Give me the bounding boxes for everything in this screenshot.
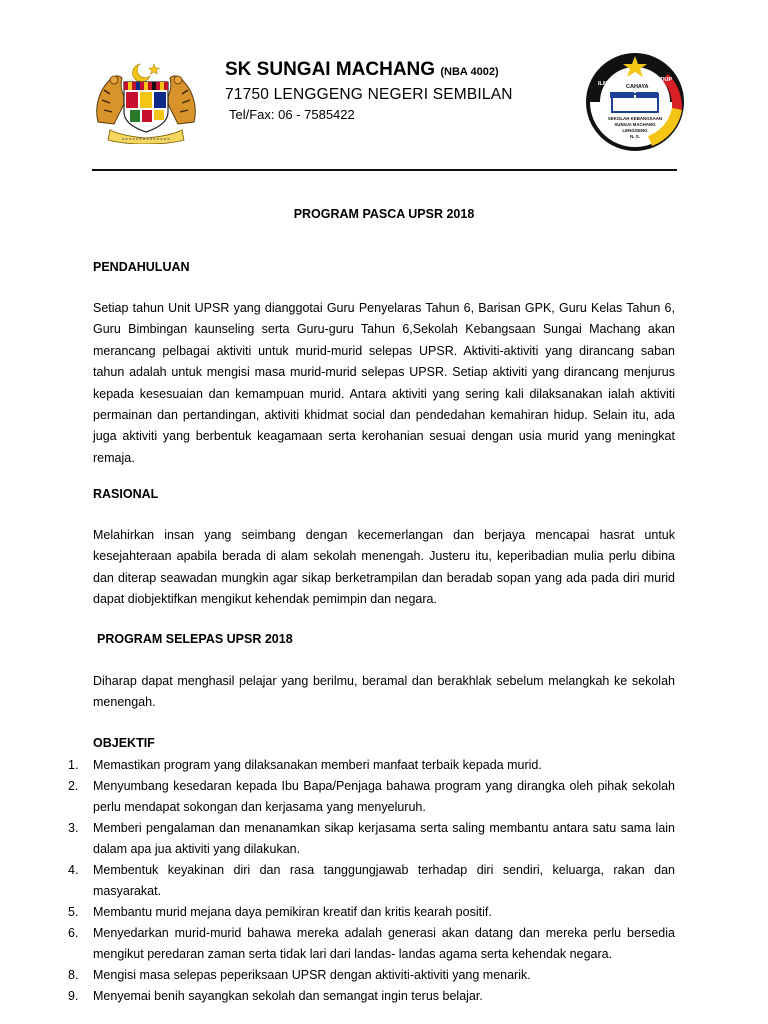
list-item (68, 923, 675, 965)
list-item-text: Memastikan program yang dilaksanakan memberi manfaat terbaik kepada murid. (93, 758, 542, 772)
objectives-list (68, 755, 675, 1007)
list-item-number: 2. (68, 779, 79, 793)
list-item-number: 8. (68, 968, 79, 982)
heading-pendahuluan: PENDAHULUAN (93, 260, 190, 274)
heading-program-selepas-upsr: PROGRAM SELEPAS UPSR 2018 (97, 632, 293, 646)
list-item (68, 902, 675, 923)
school-phone: Tel/Fax: 06 - 7585422 (229, 107, 355, 122)
logo-line-3: LENGGENG (622, 128, 648, 133)
paragraph-program-selepas-upsr: Diharap dapat menghasil pelajar yang berilmu, beramal dan berakhlak sebelum melangkah ke sekolah menengah. (93, 674, 675, 710)
logo-line-1: SEKOLAH KEBANGSAAN (607, 116, 663, 121)
letterhead-divider (92, 169, 677, 171)
list-item-text: Menyemai benih sayangkan sekolah dan semangat ingin terus belajar. (93, 989, 483, 1003)
heading-rasional: RASIONAL (93, 487, 159, 501)
list-item-number: 3. (68, 821, 79, 835)
logo-line-2: SUNGAI MACHANG (614, 122, 656, 127)
list-item (68, 860, 675, 902)
list-item-number: 9. (68, 989, 79, 1003)
logo-word-cahaya: CAHAYA (626, 84, 649, 90)
list-item-text: Memberi pengalaman dan menanamkan sikap kerjasama serta saling membantu antara satu sama lain dalam apa jua aktiviti yang dilakukan. (93, 821, 675, 856)
list-item-text: Menyumbang kesedaran kepada Ibu Bapa/Penjaga bahawa program yang dirangka oleh pihak sekolah perlu mendapat sokongan dan kerjasama yang menyeluruh. (93, 779, 675, 814)
list-item (68, 776, 675, 818)
malaysia-coat-of-arms-icon (92, 60, 200, 144)
school-name: SK SUNGAI MACHANG (225, 59, 436, 80)
heading-objektif: OBJEKTIF (93, 736, 155, 750)
school-address: 71750 LENGGENG NEGERI SEMBILAN (225, 86, 513, 103)
logo-word-hidup: HIDUP (655, 77, 673, 83)
letterhead-text (225, 58, 565, 124)
paragraph-pendahuluan: Setiap tahun Unit UPSR yang dianggotai Guru Penyelaras Tahun 6, Barisan GPK, Guru Kelas Tahun 6, Guru Bimbingan kaunseling serta Guru-guru Tahun 6,Sekolah Kebangsaan Sungai Machang akan merancang pelbagai aktiviti untuk murid-murid selepas UPSR. Aktiviti-aktiviti yang dirancang saban tahun adalah untuk mengisi masa murid-murid selepas UPSR. Setiap aktiviti yang dirancang menjurus kepada kesesuaian dan kemampuan murid. Antara aktiviti yang sering kali dilaksanakan ialah aktiviti permainan dan pertandingan, aktiviti khidmat social dan pendedahan kemahiran hidup. Selain itu, ada juga aktiviti yang berbentuk keagamaan serta kerohanian sesuai dengan usia murid yang meningkat remaja. (93, 301, 675, 465)
document-title: PROGRAM PASCA UPSR 2018 (293, 207, 475, 221)
list-item-text: Mengisi masa selepas peperiksaan UPSR dengan aktiviti-aktiviti yang menarik. (93, 968, 531, 982)
list-item-number: 6. (68, 926, 79, 940)
list-item-number: 1. (68, 758, 79, 772)
list-item (68, 818, 675, 860)
list-item-text: Membantu murid mejana daya pemikiran kreatif dan kritis kearah positif. (93, 905, 492, 919)
paragraph-rasional: Melahirkan insan yang seimbang dengan kecemerlangan dan berjaya mencapai hasrat untuk kesejahteraan apabila berada di alam sekolah menengah. Justeru itu, keperibadian mulia perlu dibina dan diterap seawadan mungkin agar sikap berketrampilan dan beradab sopan yang ada pada diri murid dapat diobjektifkan mengikut kehendak pemimpin dan negara. (93, 528, 675, 607)
school-name-line (225, 58, 565, 84)
list-item-text: Membentuk keyakinan diri dan rasa tanggungjawab terhadap diri sendiri, keluarga, rakan dan masyarakat. (93, 863, 675, 898)
list-item (68, 965, 675, 986)
logo-word-ilmu: ILMU (598, 81, 612, 87)
school-logo-icon (582, 52, 688, 152)
list-item (68, 986, 675, 1007)
list-item-text: Menyedarkan murid-murid bahawa mereka adalah generasi akan datang dan mereka perlu bersedia mengikut peredaran zaman serta tidak lari dari landas- landas agama serta kehendak negara. (93, 926, 675, 961)
logo-line-4: N. S. (630, 134, 640, 139)
list-item-number: 5. (68, 905, 79, 919)
list-item (68, 755, 675, 776)
school-code: (NBA 4002) (440, 66, 499, 78)
list-item-number: 4. (68, 863, 79, 877)
